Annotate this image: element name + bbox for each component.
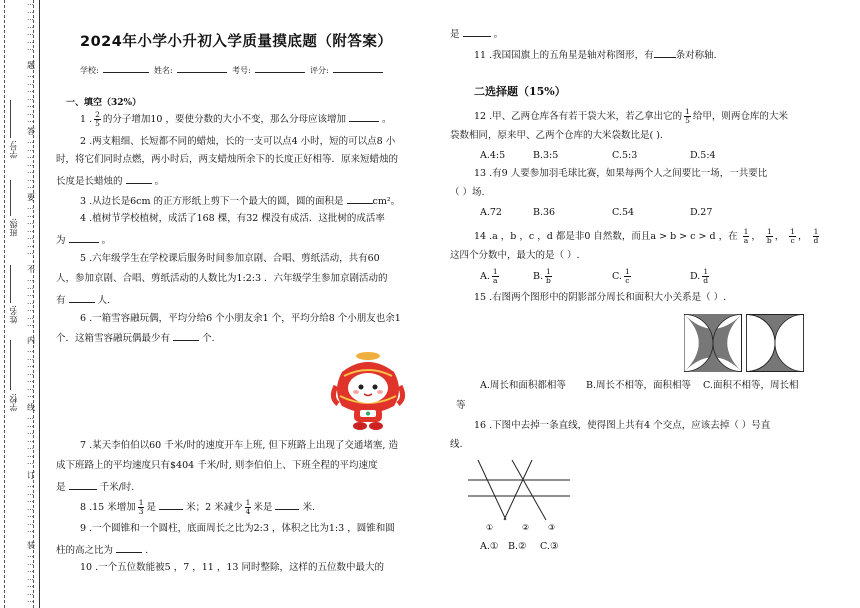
question-14-line-2: 这四个分数中，最大的是（ ）. [450, 250, 580, 261]
question-1: 1 . $\frac{2}{5}$ 的分子增加10 ，要使分数的大小不变，那么分母应该增加 。 [80, 110, 392, 128]
side-dots: … … … … … … … [27, 137, 34, 190]
q16-label-1: ① [486, 523, 494, 532]
question-3: 3 .从边长是6cm 的正方形纸上剪下一个最大的圆，圆的面积是 cm²。 [80, 196, 401, 207]
side-mark: 线 [27, 403, 35, 412]
question-7-line-2: 成下班路上的平均速度只有$404 千米/时, 则李伯伯上、下班全程的平均速度 [56, 460, 378, 471]
question-14-line-1: 14 .a ，b ，c ，d 都是非0 自然数，而且a > b > c > d ，在 $\frac{1}{a}$ ， $\frac{1}{b}$ ， $\frac{1}{c}$ ， $\frac{1}{d}$ [474, 227, 819, 245]
question-13-line-2: （ ）场. [450, 187, 485, 198]
page-title: 2024年小学小升初入学质量摸底题（附答案） [80, 34, 393, 50]
q15-option-c[interactable]: C.面积不相等，周长相 [703, 380, 799, 391]
side-mark: 装 [27, 541, 35, 550]
q15-figures [684, 314, 804, 372]
question-5-line-3: 有 人. [56, 295, 111, 306]
q13-option-a[interactable]: A.72 [480, 207, 502, 218]
q12-option-c[interactable]: C.5:3 [612, 150, 638, 161]
question-16-line-2: 线. [450, 439, 463, 450]
q14-option-b[interactable]: B. $\frac{1}{b}$ [533, 267, 551, 285]
side-dots: … … … … … … … [27, 275, 34, 328]
q16-lines-figure [464, 458, 574, 536]
side-mark: 订 [27, 471, 35, 480]
question-6-line-2: 个．这箱雪容融玩偶最少有 个. [56, 333, 215, 344]
side-mark: 不 [27, 265, 35, 274]
blank-line [10, 265, 12, 303]
question-10: 10 .一个五位数能被5 ，7 ，11 ，13 同时整除，这样的五位数中最大的 [80, 562, 384, 573]
q12-option-b[interactable]: B.3:5 [533, 150, 559, 161]
question-7-line-3: 是 千米/时. [56, 482, 135, 493]
q15-option-a[interactable]: A.周长和面积都相等 [480, 380, 566, 391]
question-5-line-2: 人，参加京剧、合唱、剪纸活动的人数比为1:2:3 ．六年级学生参加京剧活动的 [56, 273, 388, 284]
side-mark: 内 [27, 336, 35, 345]
blank-line [10, 100, 12, 138]
question-5-line-1: 5 .六年级学生在学校课后服务时间参加京剧、合唱、剪纸活动，共有60 [80, 253, 380, 264]
header-field-score: 评分: [310, 63, 383, 76]
section-heading-fill-blank: 一、填空（32%） [66, 98, 142, 108]
binding-margin [0, 0, 40, 608]
q16-option-c[interactable]: C.③ [540, 541, 559, 552]
side-dots: … … … … … … … [27, 71, 34, 124]
mascot-image [328, 350, 408, 432]
question-2-line-3: 长度是长蜡烛的 。 [56, 176, 165, 187]
question-2-line-2: 时，将它们同时点燃，两小时后，两支蜡烛所余下的长度正好相等．原来短蜡烛的 [56, 154, 399, 165]
q13-option-d[interactable]: D.27 [690, 207, 713, 218]
q14-option-c[interactable]: C. $\frac{1}{c}$ [612, 267, 630, 285]
question-7-line-1: 7 .某天李伯伯以60 千米/时的速度开车上班, 但下班路上出现了交通堵塞, 造 [80, 440, 398, 451]
side-dots: … … … … … … … [27, 413, 34, 466]
q15-option-b[interactable]: B.周长不相等，面积相等 [586, 380, 692, 391]
question-12-line-1: 12 .甲、乙两仓库各有若干袋大米，若乙拿出它的 $\frac{1}{5}$ 给甲，则两仓库的大米 [474, 107, 788, 125]
q14-option-d[interactable]: D. $\frac{1}{d}$ [690, 267, 709, 285]
question-2-line-1: 2 .两支粗细、长短都不同的蜡烛，长的一支可以点4 小时，短的可以点8 小 [80, 136, 396, 147]
question-11: 11 .我国国旗上的五角星是轴对称图形，有 条对称轴. [474, 50, 717, 61]
name-label: 姓名: [9, 305, 18, 324]
q13-option-c[interactable]: C.54 [612, 207, 635, 218]
side-dots: … … … … … … … [27, 0, 34, 52]
class-label: 班级: [9, 218, 18, 237]
side-dots: … … … … … … … [27, 481, 34, 534]
side-dots: … … … … … … … [27, 346, 34, 399]
q15-option-c-continued: 等 [456, 400, 466, 411]
side-dots: … … … … … … … [27, 203, 34, 256]
q13-option-b[interactable]: B.36 [533, 207, 556, 218]
blank-line [10, 180, 12, 216]
q12-option-a[interactable]: A.4:5 [480, 150, 506, 161]
question-4-line-2: 为 。 [56, 235, 112, 246]
header-field-school: 学校: [80, 63, 149, 76]
q14-option-a[interactable]: A. $\frac{1}{a}$ [480, 267, 498, 285]
question-6-line-1: 6 .一箱雪容融玩偶，平均分给6 个小朋友余1 个，平均分给8 个小朋友也余1 [80, 313, 401, 324]
question-4-line-1: 4 .植树节学校植树，成活了168 棵，有32 棵没有成活．这批树的成活率 [80, 213, 385, 224]
question-13-line-1: 13 .有9 人要参加羽毛球比赛，如果每两个人之间要比一场，一共要比 [474, 168, 768, 179]
margin-border [39, 0, 40, 608]
q16-label-3: ③ [548, 523, 556, 532]
header-field-exam-id: 考号: [232, 63, 305, 76]
blank-line [10, 340, 12, 390]
question-10-continued: 是 。 [450, 29, 504, 40]
question-8: 8 .15 米增加 $\frac{1}{3}$ 是 米；2 米减少 $\frac{1}{4}$ 米是 米. [80, 498, 316, 516]
question-9-line-1: 9 .一个圆锥和一个圆柱，底面周长之比为2:3 ，体积之比为1:3 ，圆锥和圆 [80, 523, 395, 534]
q16-label-2: ② [522, 523, 530, 532]
dashed-line [4, 0, 6, 608]
side-mark: 要 [27, 193, 35, 202]
student-id-label: 学号: [9, 140, 18, 159]
side-dots: … … … … … … … [27, 551, 34, 604]
question-12-line-2: 袋数相同，原来甲、乙两个仓库的大米袋数比是( ). [450, 130, 663, 141]
side-mark: 答 [27, 127, 35, 136]
question-9-line-2: 柱的高之比为 . [56, 545, 149, 556]
q16-option-a[interactable]: A.① [480, 541, 499, 552]
q16-option-b[interactable]: B.② [508, 541, 527, 552]
q12-option-d[interactable]: D.5:4 [690, 150, 716, 161]
question-16-line-1: 16 .下图中去掉一条直线，使得图上共有4 个交点，应该去掉（ ）号直 [474, 420, 771, 431]
section-heading-choice: 二选择题（15%） [474, 85, 566, 98]
header-field-name: 姓名: [154, 63, 227, 76]
school-label: 学校: [9, 393, 18, 412]
question-15: 15 .右图两个图形中的阴影部分周长和面积大小关系是（ ）. [474, 292, 727, 303]
side-mark: 题 [27, 61, 35, 70]
